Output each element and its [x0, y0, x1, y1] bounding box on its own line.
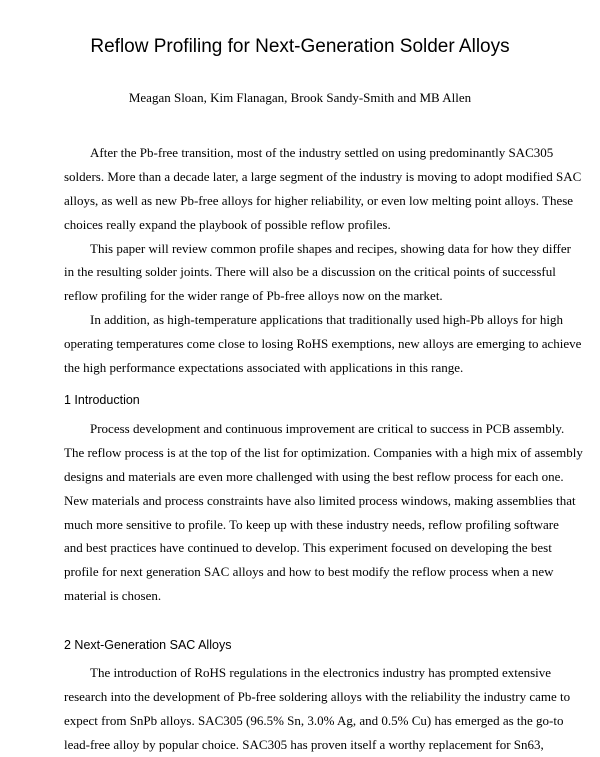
section-body: [64, 417, 583, 608]
text-line: reflow profiling for the wider range of Pb-free alloys now on the market.: [64, 288, 443, 304]
text-line: the high performance expectations associated with applications in this range.: [64, 360, 464, 376]
text-line: In addition, as high-temperature applications that traditionally used high-Pb alloys for high: [90, 312, 563, 328]
text-line: alloys, as well as new Pb-free alloys for higher reliability, or even low melting point alloys. These: [64, 192, 574, 208]
text-line: much more sensitive to profile. To keep up with these industry needs, reflow profiling software: [64, 516, 559, 532]
text-line: research into the development of Pb-free soldering alloys with the reliability the industry came to: [64, 688, 571, 704]
section-heading: 1 Introduction: [64, 393, 140, 407]
text-line: solders. More than a decade later, a large segment of the industry is moving to adopt modified SAC: [64, 168, 582, 184]
abstract: [64, 141, 582, 380]
text-line: and best practices have continued to develop. This experiment focused on developing the best: [64, 540, 552, 556]
text-line: expect from SnPb alloys. SAC305 (96.5% Sn, 3.0% Ag, and 0.5% Cu) has emerged as the go-to: [64, 712, 564, 728]
text-line: profile for next generation SAC alloys and how to best modify the reflow process when a new: [64, 564, 554, 580]
text-line: material is chosen.: [64, 588, 162, 604]
text-line: designs and materials are even more challenged with using the best reflow process for each one.: [64, 468, 564, 484]
text-line: This paper will review common profile shapes and recipes, showing data for how they differ: [90, 240, 571, 256]
text-line: choices really expand the playbook of possible reflow profiles.: [64, 216, 391, 232]
text-line: Process development and continuous improvement are critical to success in PCB assembly.: [90, 421, 565, 436]
paper-title: Reflow Profiling for Next-Generation Solder Alloys: [90, 36, 510, 57]
text-line: After the Pb-free transition, most of the industry settled on using predominantly SAC305: [90, 145, 554, 160]
section-heading: 2 Next-Generation SAC Alloys: [64, 638, 232, 652]
text-line: lead-free alloy by popular choice. SAC305 has proven itself a worthy replacement for Sn63,: [64, 736, 544, 752]
author-list: Meagan Sloan, Kim Flanagan, Brook Sandy-Smith and MB Allen: [128, 90, 472, 105]
text-line: The reflow process is at the top of the list for optimization. Companies with a high mix of assembly: [64, 444, 583, 460]
text-line: New materials and process constraints have also limited process windows, making assemblies that: [64, 492, 576, 508]
section-body: [64, 661, 571, 757]
text-line: The introduction of RoHS regulations in the electronics industry has prompted extensive: [90, 665, 552, 680]
text-line: operating temperatures come close to losing RoHS exemptions, new alloys are emerging to achieve: [64, 336, 582, 352]
text-line: in the resulting solder joints. There will also be a discussion on the critical points of successful: [64, 264, 556, 280]
